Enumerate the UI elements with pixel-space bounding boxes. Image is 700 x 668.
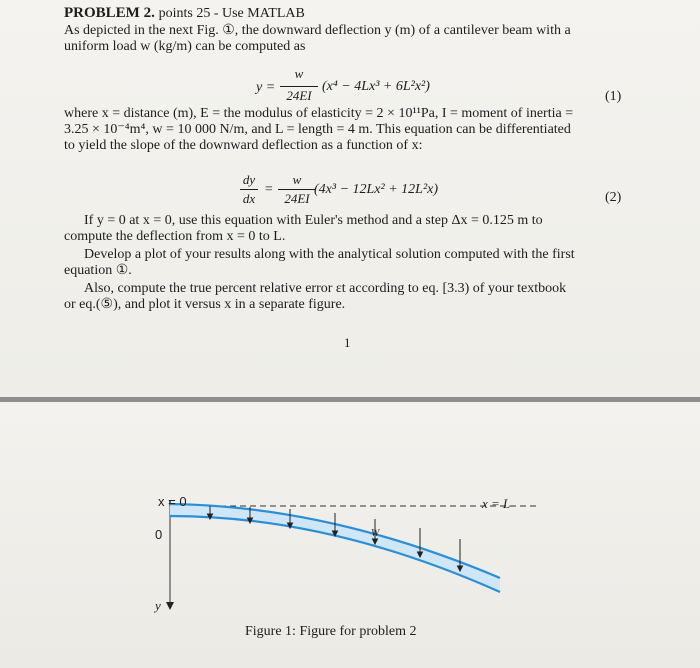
text-line-3: where x = distance (m), E = the modulus of elasticity = 2 × 10¹¹Pa, I = moment of inertia =	[64, 106, 574, 121]
eq2-left-bar	[240, 189, 258, 190]
eq1-number: (1)	[605, 89, 622, 104]
eq2-number: (2)	[605, 190, 622, 205]
label-y: y	[155, 598, 161, 613]
label-origin: 0	[155, 527, 163, 542]
problem-title	[64, 5, 305, 22]
text-line-8: Develop a plot of your results along with the analytical solution computed with the first	[84, 247, 575, 262]
text-line-10: Also, compute the true percent relative error εt according to eq. [3.3) of your textbook	[84, 281, 567, 296]
eq2-numerator: w	[292, 172, 302, 187]
eq2-dx: dx	[242, 191, 256, 206]
text-line-7: compute the deflection from x = 0 to L.	[64, 229, 286, 244]
eq1-denominator: 24EI	[286, 88, 312, 103]
text-line-1: As depicted in the next Fig. ①, the downward deflection y (m) of a cantilever beam with a	[64, 23, 571, 38]
problem-points: points 25 - Use MATLAB	[158, 6, 305, 21]
label-x-zero: x = 0	[158, 494, 187, 509]
page-number: 1	[344, 335, 351, 350]
label-w: W	[371, 528, 380, 539]
text-line-11: or eq.(⑤), and plot it versus x in a separate figure.	[64, 297, 346, 312]
text-line-6: If y = 0 at x = 0, use this equation with Euler's method and a step Δx = 0.125 m to	[84, 213, 543, 228]
problem-title-label: PROBLEM 2.	[64, 5, 155, 21]
text-line-4: 3.25 × 10⁻⁴m⁴, w = 10 000 N/m, and L = length = 4 m. This equation can be differentiated	[64, 122, 571, 137]
eq2-denominator: 24EI	[284, 191, 310, 206]
eq1-fraction-bar	[280, 86, 318, 87]
y-axis-arrow	[166, 602, 174, 610]
text-line-2: uniform load w (kg/m) can be computed as	[64, 39, 306, 54]
eq1-lhs: y =	[256, 80, 276, 95]
eq2-fraction-bar	[278, 189, 316, 190]
eq2-rhs: (4x³ − 12Lx² + 12L²x)	[314, 182, 439, 197]
eq1-rhs: (x⁴ − 4Lx³ + 6L²x²)	[322, 79, 430, 94]
figure-caption: Figure 1: Figure for problem 2	[245, 624, 417, 639]
text-line-9: equation ①.	[64, 263, 132, 278]
eq2-dy: dy	[242, 172, 256, 187]
label-x-L: x = L	[482, 496, 511, 511]
eq1-numerator: w	[294, 66, 304, 81]
text-line-5: to yield the slope of the downward deflection as a function of x:	[64, 138, 423, 153]
eq2-equals: =	[264, 182, 274, 197]
